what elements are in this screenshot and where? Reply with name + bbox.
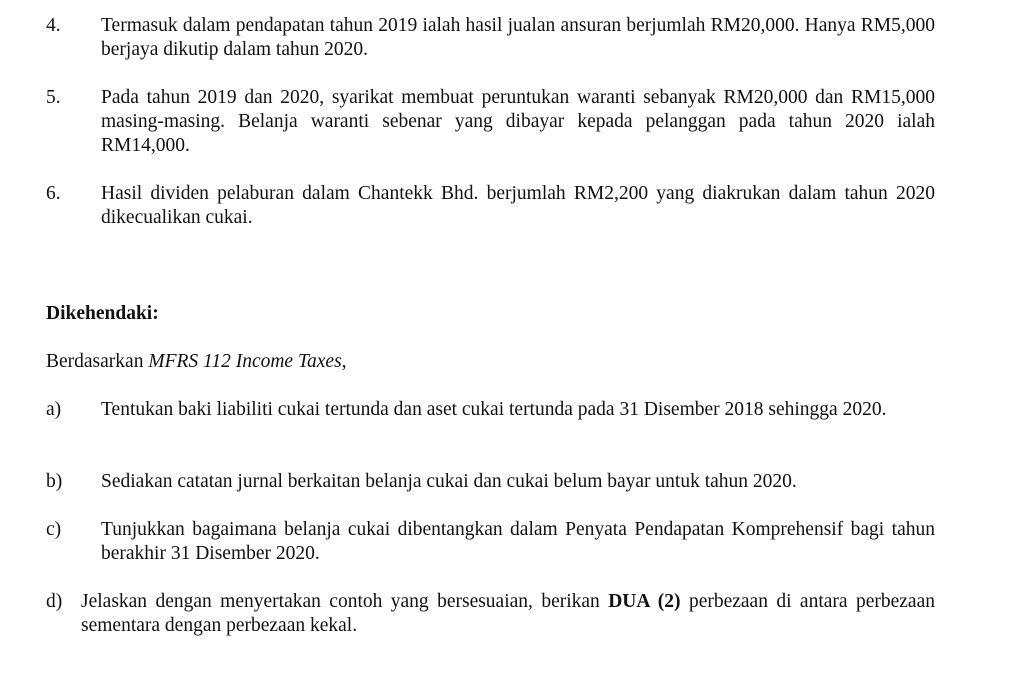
question-text [81, 590, 935, 638]
intro-standard-name: MFRS 112 Income Taxes [148, 351, 342, 372]
required-intro [46, 350, 347, 374]
question-item-d [46, 590, 935, 638]
note-item-6 [46, 182, 935, 230]
question-label: d) [46, 591, 63, 612]
note-number: 5. [46, 87, 61, 108]
question-item-c [46, 518, 935, 566]
note-item-5 [46, 86, 935, 158]
question-label: b) [46, 471, 63, 492]
question-item-b [46, 470, 935, 494]
note-item-4 [46, 14, 935, 62]
question-text: Sediakan catatan jurnal berkaitan belanja cukai dan cukai belum bayar untuk tahun 2020. [101, 471, 797, 492]
note-text: Hasil dividen pelaburan dalam Chantekk Bhd. berjumlah RM2,200 yang diakrukan dalam tahun 2020 dikecualikan cukai. [101, 183, 935, 228]
question-emphasis: DUA (2) [608, 591, 681, 612]
note-text: Termasuk dalam pendapatan tahun 2019 ialah hasil jualan ansuran berjumlah RM20,000. Hanya RM5,000 berjaya dikutip dalam tahun 2020. [101, 15, 935, 60]
note-number: 6. [46, 183, 61, 204]
question-text-before: Jelaskan dengan menyertakan contoh yang bersesuaian, berikan [81, 591, 609, 612]
question-item-a [46, 398, 935, 422]
question-text: Tunjukkan bagaimana belanja cukai dibentangkan dalam Penyata Pendapatan Komprehensif bagi tahun berakhir 31 Disember 2020. [101, 519, 935, 564]
question-label: c) [46, 519, 62, 540]
required-heading: Dikehendaki: [46, 303, 159, 324]
question-text: Tentukan baki liabiliti cukai tertunda dan aset cukai tertunda pada 31 Disember 2018 sehingga 2020. [101, 399, 887, 420]
note-number: 4. [46, 15, 61, 36]
question-text-after: perbezaan di antara perbezaan sementara dengan perbezaan kekal. [81, 591, 935, 636]
note-text: Pada tahun 2019 dan 2020, syarikat membuat peruntukan waranti sebanyak RM20,000 dan RM15,000 masing-masing. Belanja waranti sebenar yang dibayar kepada pelanggan pada tahun 2020 ialah RM14,000. [101, 87, 935, 156]
intro-suffix: , [341, 351, 347, 372]
intro-prefix: Berdasarkan [46, 351, 149, 372]
question-label: a) [46, 399, 62, 420]
